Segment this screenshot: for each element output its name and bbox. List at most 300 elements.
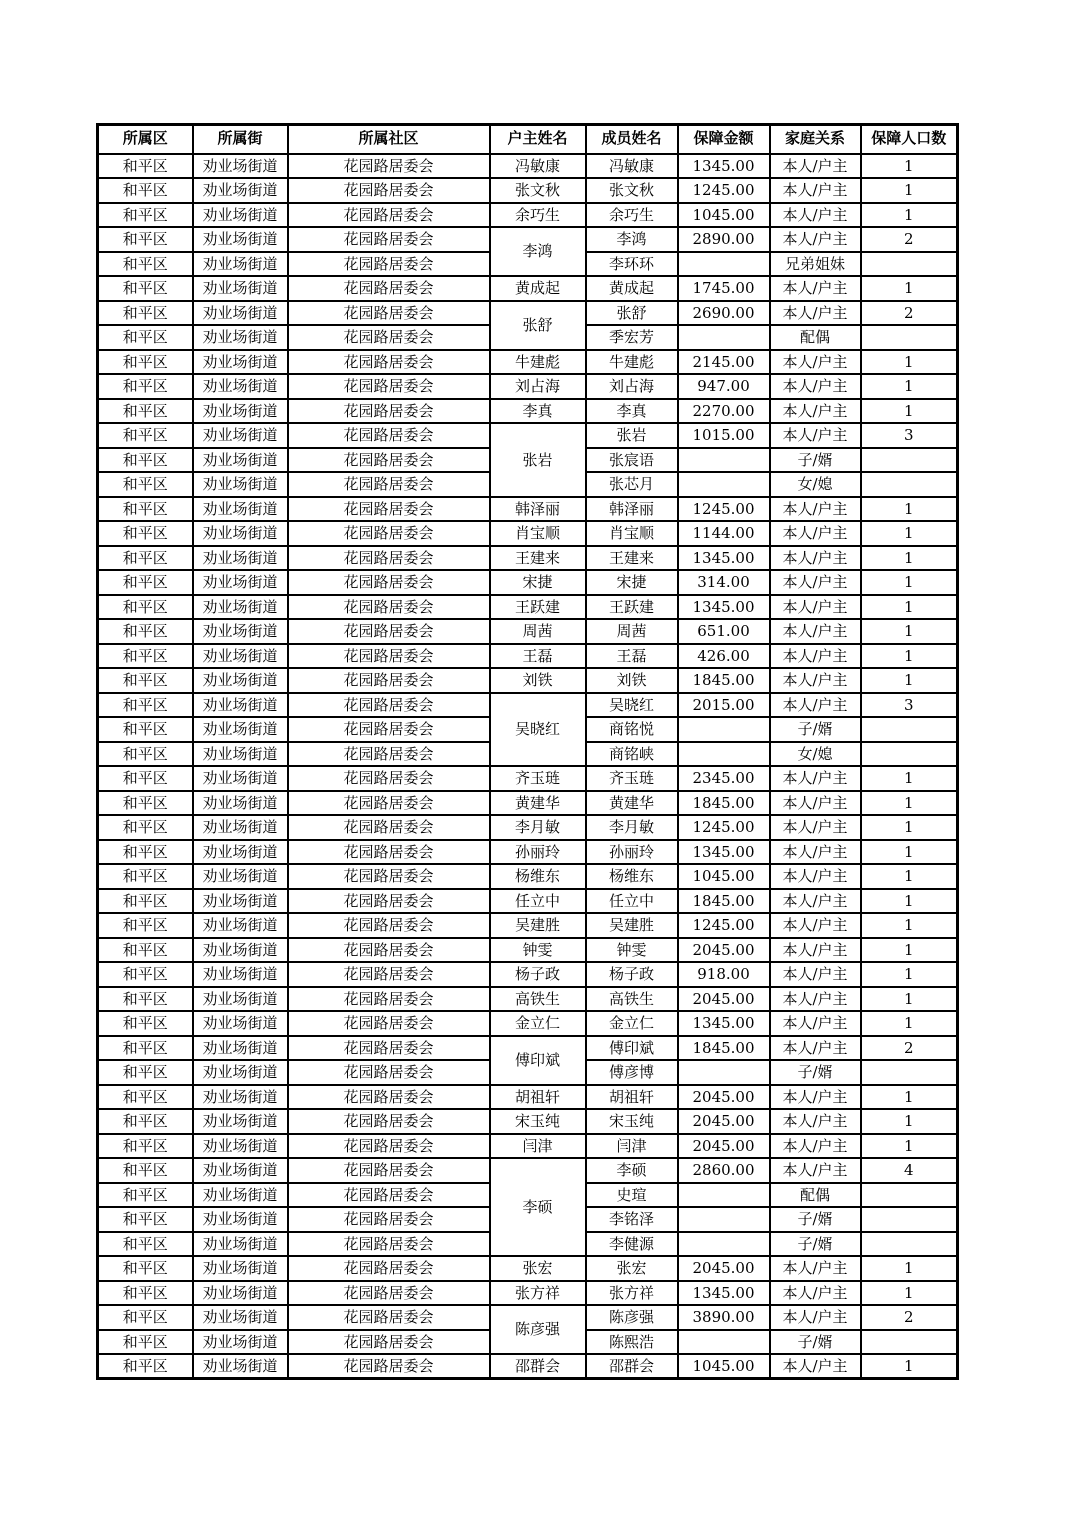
cell-head-name: 孙丽玲: [490, 840, 586, 865]
cell-amount: 314.00: [678, 570, 770, 595]
cell-relation: 本人/户主: [770, 1354, 861, 1379]
cell-district: 和平区: [98, 1330, 193, 1355]
cell-head-name: 王建来: [490, 546, 586, 571]
table-row: [98, 546, 958, 571]
cell-head-name: 余巧生: [490, 203, 586, 228]
cell-street: 劝业场街道: [193, 1158, 288, 1183]
cell-amount: 1345.00: [678, 546, 770, 571]
cell-relation: 本人/户主: [770, 203, 861, 228]
cell-count: 1: [861, 913, 958, 938]
cell-street: 劝业场街道: [193, 1330, 288, 1355]
cell-street: 劝业场街道: [193, 938, 288, 963]
cell-count: 1: [861, 350, 958, 375]
cell-community: 花园路居委会: [288, 766, 490, 791]
cell-amount: 2145.00: [678, 350, 770, 375]
cell-community: 花园路居委会: [288, 154, 490, 179]
cell-street: 劝业场街道: [193, 203, 288, 228]
cell-head-name: 李硕: [490, 1158, 586, 1256]
cell-street: 劝业场街道: [193, 325, 288, 350]
table-row: [98, 1256, 958, 1281]
cell-count: 1: [861, 399, 958, 424]
cell-relation: 子/婿: [770, 448, 861, 473]
cell-member-name: 吴晓红: [586, 693, 678, 718]
table-row: [98, 1109, 958, 1134]
cell-street: 劝业场街道: [193, 1256, 288, 1281]
cell-member-name: 周茜: [586, 619, 678, 644]
cell-street: 劝业场街道: [193, 619, 288, 644]
table-row: [98, 276, 958, 301]
benefits-table: [96, 123, 959, 1380]
cell-amount: 2045.00: [678, 1109, 770, 1134]
cell-community: 花园路居委会: [288, 252, 490, 277]
table-row: [98, 1281, 958, 1306]
cell-street: 劝业场街道: [193, 423, 288, 448]
cell-member-name: 张宏: [586, 1256, 678, 1281]
cell-community: 花园路居委会: [288, 1060, 490, 1085]
cell-count: 1: [861, 154, 958, 179]
cell-relation: 子/婿: [770, 1207, 861, 1232]
cell-amount: [678, 448, 770, 473]
cell-amount: 426.00: [678, 644, 770, 669]
cell-member-name: 任立中: [586, 889, 678, 914]
cell-amount: 1144.00: [678, 521, 770, 546]
col-relation: 家庭关系: [770, 125, 861, 154]
cell-count: 1: [861, 178, 958, 203]
cell-community: 花园路居委会: [288, 644, 490, 669]
cell-district: 和平区: [98, 693, 193, 718]
cell-member-name: 张方祥: [586, 1281, 678, 1306]
cell-member-name: 宋玉纯: [586, 1109, 678, 1134]
cell-community: 花园路居委会: [288, 374, 490, 399]
cell-street: 劝业场街道: [193, 1305, 288, 1330]
cell-street: 劝业场街道: [193, 472, 288, 497]
cell-count: [861, 742, 958, 767]
cell-district: 和平区: [98, 987, 193, 1012]
cell-district: 和平区: [98, 1305, 193, 1330]
table-row: [98, 619, 958, 644]
cell-amount: 2015.00: [678, 693, 770, 718]
cell-community: 花园路居委会: [288, 693, 490, 718]
cell-count: 1: [861, 962, 958, 987]
cell-count: 1: [861, 864, 958, 889]
cell-member-name: 李健源: [586, 1232, 678, 1257]
cell-community: 花园路居委会: [288, 791, 490, 816]
cell-relation: 子/婿: [770, 1330, 861, 1355]
cell-relation: 本人/户主: [770, 1134, 861, 1159]
cell-amount: [678, 742, 770, 767]
cell-community: 花园路居委会: [288, 521, 490, 546]
table-row: [98, 791, 958, 816]
cell-amount: 1345.00: [678, 1281, 770, 1306]
cell-street: 劝业场街道: [193, 1011, 288, 1036]
cell-head-name: 黄成起: [490, 276, 586, 301]
cell-count: 1: [861, 546, 958, 571]
cell-district: 和平区: [98, 619, 193, 644]
col-count: 保障人口数: [861, 125, 958, 154]
cell-amount: 1845.00: [678, 668, 770, 693]
cell-count: 1: [861, 521, 958, 546]
cell-member-name: 王磊: [586, 644, 678, 669]
cell-member-name: 冯敏康: [586, 154, 678, 179]
cell-district: 和平区: [98, 938, 193, 963]
cell-community: 花园路居委会: [288, 1109, 490, 1134]
cell-head-name: 张方祥: [490, 1281, 586, 1306]
cell-member-name: 牛建彪: [586, 350, 678, 375]
cell-count: 3: [861, 693, 958, 718]
cell-count: 3: [861, 423, 958, 448]
cell-member-name: 肖宝顺: [586, 521, 678, 546]
cell-street: 劝业场街道: [193, 791, 288, 816]
cell-count: [861, 1232, 958, 1257]
cell-count: 2: [861, 301, 958, 326]
cell-amount: 1345.00: [678, 1011, 770, 1036]
cell-community: 花园路居委会: [288, 570, 490, 595]
cell-member-name: 宋捷: [586, 570, 678, 595]
cell-amount: 1045.00: [678, 864, 770, 889]
cell-head-name: 任立中: [490, 889, 586, 914]
cell-district: 和平区: [98, 399, 193, 424]
cell-member-name: 刘占海: [586, 374, 678, 399]
cell-member-name: 张舒: [586, 301, 678, 326]
cell-head-name: 王跃建: [490, 595, 586, 620]
cell-count: [861, 252, 958, 277]
cell-count: 1: [861, 203, 958, 228]
cell-relation: 子/婿: [770, 717, 861, 742]
cell-member-name: 商铭峡: [586, 742, 678, 767]
cell-count: 1: [861, 619, 958, 644]
cell-head-name: 张舒: [490, 301, 586, 350]
cell-count: 1: [861, 889, 958, 914]
cell-community: 花园路居委会: [288, 1281, 490, 1306]
cell-relation: 本人/户主: [770, 815, 861, 840]
cell-street: 劝业场街道: [193, 497, 288, 522]
cell-district: 和平区: [98, 521, 193, 546]
cell-street: 劝业场街道: [193, 864, 288, 889]
cell-member-name: 张文秋: [586, 178, 678, 203]
table-row: [98, 423, 958, 448]
cell-member-name: 陈熙浩: [586, 1330, 678, 1355]
col-community: 所属社区: [288, 125, 490, 154]
cell-head-name: 吴晓红: [490, 693, 586, 767]
cell-amount: 1845.00: [678, 889, 770, 914]
cell-head-name: 杨子政: [490, 962, 586, 987]
cell-relation: 子/婿: [770, 1232, 861, 1257]
cell-count: 1: [861, 840, 958, 865]
cell-community: 花园路居委会: [288, 668, 490, 693]
cell-district: 和平区: [98, 1281, 193, 1306]
cell-community: 花园路居委会: [288, 1256, 490, 1281]
cell-street: 劝业场街道: [193, 1183, 288, 1208]
cell-relation: 本人/户主: [770, 595, 861, 620]
table-row: [98, 227, 958, 252]
cell-street: 劝业场街道: [193, 1232, 288, 1257]
cell-street: 劝业场街道: [193, 815, 288, 840]
cell-amount: [678, 1060, 770, 1085]
cell-community: 花园路居委会: [288, 399, 490, 424]
cell-district: 和平区: [98, 203, 193, 228]
table-row: [98, 1134, 958, 1159]
cell-member-name: 傅印斌: [586, 1036, 678, 1061]
cell-community: 花园路居委会: [288, 987, 490, 1012]
cell-street: 劝业场街道: [193, 840, 288, 865]
cell-relation: 配偶: [770, 1183, 861, 1208]
cell-community: 花园路居委会: [288, 472, 490, 497]
cell-relation: 本人/户主: [770, 889, 861, 914]
cell-count: [861, 1207, 958, 1232]
cell-relation: 本人/户主: [770, 619, 861, 644]
cell-relation: 兄弟姐妹: [770, 252, 861, 277]
cell-street: 劝业场街道: [193, 1207, 288, 1232]
cell-amount: [678, 717, 770, 742]
cell-amount: 2045.00: [678, 1256, 770, 1281]
cell-district: 和平区: [98, 1134, 193, 1159]
cell-amount: [678, 1232, 770, 1257]
cell-member-name: 韩泽丽: [586, 497, 678, 522]
cell-head-name: 钟雯: [490, 938, 586, 963]
cell-district: 和平区: [98, 1158, 193, 1183]
cell-member-name: 金立仁: [586, 1011, 678, 1036]
cell-head-name: 张文秋: [490, 178, 586, 203]
cell-relation: 子/婿: [770, 1060, 861, 1085]
cell-district: 和平区: [98, 546, 193, 571]
cell-street: 劝业场街道: [193, 962, 288, 987]
cell-member-name: 李硕: [586, 1158, 678, 1183]
cell-count: 1: [861, 1354, 958, 1379]
cell-relation: 本人/户主: [770, 791, 861, 816]
cell-amount: [678, 1207, 770, 1232]
cell-member-name: 傅彦博: [586, 1060, 678, 1085]
cell-relation: 本人/户主: [770, 276, 861, 301]
cell-amount: [678, 325, 770, 350]
cell-head-name: 金立仁: [490, 1011, 586, 1036]
table-row: [98, 350, 958, 375]
cell-member-name: 杨子政: [586, 962, 678, 987]
cell-member-name: 刘铁: [586, 668, 678, 693]
table-row: [98, 668, 958, 693]
cell-amount: 1345.00: [678, 154, 770, 179]
cell-street: 劝业场街道: [193, 889, 288, 914]
cell-relation: 本人/户主: [770, 227, 861, 252]
cell-count: [861, 1183, 958, 1208]
cell-member-name: 黄成起: [586, 276, 678, 301]
cell-head-name: 杨维东: [490, 864, 586, 889]
cell-district: 和平区: [98, 423, 193, 448]
cell-head-name: 刘占海: [490, 374, 586, 399]
cell-amount: 1045.00: [678, 1354, 770, 1379]
table-row: [98, 987, 958, 1012]
cell-relation: 本人/户主: [770, 399, 861, 424]
cell-relation: 本人/户主: [770, 350, 861, 375]
cell-member-name: 李铭泽: [586, 1207, 678, 1232]
table-row: [98, 178, 958, 203]
cell-district: 和平区: [98, 668, 193, 693]
cell-community: 花园路居委会: [288, 1232, 490, 1257]
cell-street: 劝业场街道: [193, 399, 288, 424]
cell-community: 花园路居委会: [288, 1305, 490, 1330]
cell-count: 1: [861, 570, 958, 595]
cell-community: 花园路居委会: [288, 276, 490, 301]
cell-amount: 1845.00: [678, 1036, 770, 1061]
cell-street: 劝业场街道: [193, 668, 288, 693]
cell-relation: 本人/户主: [770, 1036, 861, 1061]
cell-relation: 本人/户主: [770, 1305, 861, 1330]
cell-district: 和平区: [98, 1256, 193, 1281]
col-amount: 保障金额: [678, 125, 770, 154]
table-row: [98, 766, 958, 791]
cell-relation: 本人/户主: [770, 178, 861, 203]
cell-district: 和平区: [98, 325, 193, 350]
cell-amount: 2045.00: [678, 1134, 770, 1159]
cell-member-name: 黄建华: [586, 791, 678, 816]
cell-relation: 本人/户主: [770, 374, 861, 399]
cell-street: 劝业场街道: [193, 521, 288, 546]
cell-relation: 本人/户主: [770, 1158, 861, 1183]
cell-community: 花园路居委会: [288, 1085, 490, 1110]
cell-relation: 本人/户主: [770, 570, 861, 595]
cell-community: 花园路居委会: [288, 178, 490, 203]
cell-amount: 3890.00: [678, 1305, 770, 1330]
cell-district: 和平区: [98, 472, 193, 497]
cell-street: 劝业场街道: [193, 178, 288, 203]
cell-street: 劝业场街道: [193, 301, 288, 326]
cell-count: 1: [861, 815, 958, 840]
cell-relation: 本人/户主: [770, 1281, 861, 1306]
cell-community: 花园路居委会: [288, 423, 490, 448]
table-row: [98, 962, 958, 987]
cell-relation: 本人/户主: [770, 497, 861, 522]
cell-street: 劝业场街道: [193, 1060, 288, 1085]
cell-count: [861, 1330, 958, 1355]
cell-amount: 1245.00: [678, 178, 770, 203]
cell-district: 和平区: [98, 889, 193, 914]
cell-member-name: 高铁生: [586, 987, 678, 1012]
col-street: 所属街: [193, 125, 288, 154]
cell-head-name: 吴建胜: [490, 913, 586, 938]
cell-street: 劝业场街道: [193, 717, 288, 742]
cell-amount: 1345.00: [678, 595, 770, 620]
cell-amount: 2345.00: [678, 766, 770, 791]
cell-head-name: 周茜: [490, 619, 586, 644]
cell-member-name: 张宸语: [586, 448, 678, 473]
cell-member-name: 王建来: [586, 546, 678, 571]
cell-community: 花园路居委会: [288, 227, 490, 252]
col-head-name: 户主姓名: [490, 125, 586, 154]
cell-amount: [678, 1183, 770, 1208]
cell-street: 劝业场街道: [193, 1085, 288, 1110]
cell-district: 和平区: [98, 1060, 193, 1085]
cell-head-name: 冯敏康: [490, 154, 586, 179]
table-row: [98, 938, 958, 963]
cell-count: 1: [861, 791, 958, 816]
cell-head-name: 李月敏: [490, 815, 586, 840]
cell-head-name: 闫津: [490, 1134, 586, 1159]
cell-street: 劝业场街道: [193, 448, 288, 473]
cell-member-name: 钟雯: [586, 938, 678, 963]
cell-community: 花园路居委会: [288, 815, 490, 840]
cell-relation: 配偶: [770, 325, 861, 350]
cell-street: 劝业场街道: [193, 1281, 288, 1306]
cell-street: 劝业场街道: [193, 693, 288, 718]
cell-community: 花园路居委会: [288, 1036, 490, 1061]
table-row: [98, 154, 958, 179]
table-row: [98, 1036, 958, 1061]
cell-member-name: 李鸿: [586, 227, 678, 252]
cell-street: 劝业场街道: [193, 644, 288, 669]
cell-amount: 2045.00: [678, 987, 770, 1012]
table-row: [98, 570, 958, 595]
table-row: [98, 864, 958, 889]
table-row: [98, 521, 958, 546]
cell-community: 花园路居委会: [288, 619, 490, 644]
cell-community: 花园路居委会: [288, 448, 490, 473]
cell-amount: 947.00: [678, 374, 770, 399]
cell-head-name: 王磊: [490, 644, 586, 669]
table-row: [98, 374, 958, 399]
cell-head-name: 张岩: [490, 423, 586, 497]
cell-community: 花园路居委会: [288, 350, 490, 375]
cell-district: 和平区: [98, 350, 193, 375]
table-row: [98, 1354, 958, 1379]
cell-member-name: 张岩: [586, 423, 678, 448]
cell-district: 和平区: [98, 864, 193, 889]
cell-street: 劝业场街道: [193, 913, 288, 938]
cell-head-name: 齐玉琏: [490, 766, 586, 791]
cell-district: 和平区: [98, 252, 193, 277]
cell-community: 花园路居委会: [288, 301, 490, 326]
cell-member-name: 李真: [586, 399, 678, 424]
table-row: [98, 1305, 958, 1330]
cell-amount: 2270.00: [678, 399, 770, 424]
cell-district: 和平区: [98, 570, 193, 595]
cell-head-name: 牛建彪: [490, 350, 586, 375]
cell-district: 和平区: [98, 497, 193, 522]
cell-street: 劝业场街道: [193, 227, 288, 252]
table-row: [98, 693, 958, 718]
cell-amount: 918.00: [678, 962, 770, 987]
table-row: [98, 840, 958, 865]
col-member-name: 成员姓名: [586, 125, 678, 154]
cell-street: 劝业场街道: [193, 350, 288, 375]
cell-district: 和平区: [98, 1354, 193, 1379]
table-row: [98, 301, 958, 326]
cell-relation: 本人/户主: [770, 154, 861, 179]
cell-count: [861, 1060, 958, 1085]
cell-community: 花园路居委会: [288, 1207, 490, 1232]
cell-district: 和平区: [98, 962, 193, 987]
cell-district: 和平区: [98, 595, 193, 620]
cell-count: 1: [861, 595, 958, 620]
cell-community: 花园路居委会: [288, 1011, 490, 1036]
cell-head-name: 陈彦强: [490, 1305, 586, 1354]
cell-street: 劝业场街道: [193, 595, 288, 620]
table-row: [98, 889, 958, 914]
cell-count: 1: [861, 1281, 958, 1306]
cell-street: 劝业场街道: [193, 374, 288, 399]
cell-count: 4: [861, 1158, 958, 1183]
cell-district: 和平区: [98, 717, 193, 742]
cell-amount: [678, 252, 770, 277]
cell-head-name: 宋捷: [490, 570, 586, 595]
cell-district: 和平区: [98, 742, 193, 767]
cell-count: [861, 325, 958, 350]
cell-amount: 1345.00: [678, 840, 770, 865]
cell-member-name: 杨维东: [586, 864, 678, 889]
cell-relation: 本人/户主: [770, 546, 861, 571]
table-row: [98, 497, 958, 522]
cell-district: 和平区: [98, 154, 193, 179]
cell-count: 1: [861, 1109, 958, 1134]
cell-count: 1: [861, 497, 958, 522]
